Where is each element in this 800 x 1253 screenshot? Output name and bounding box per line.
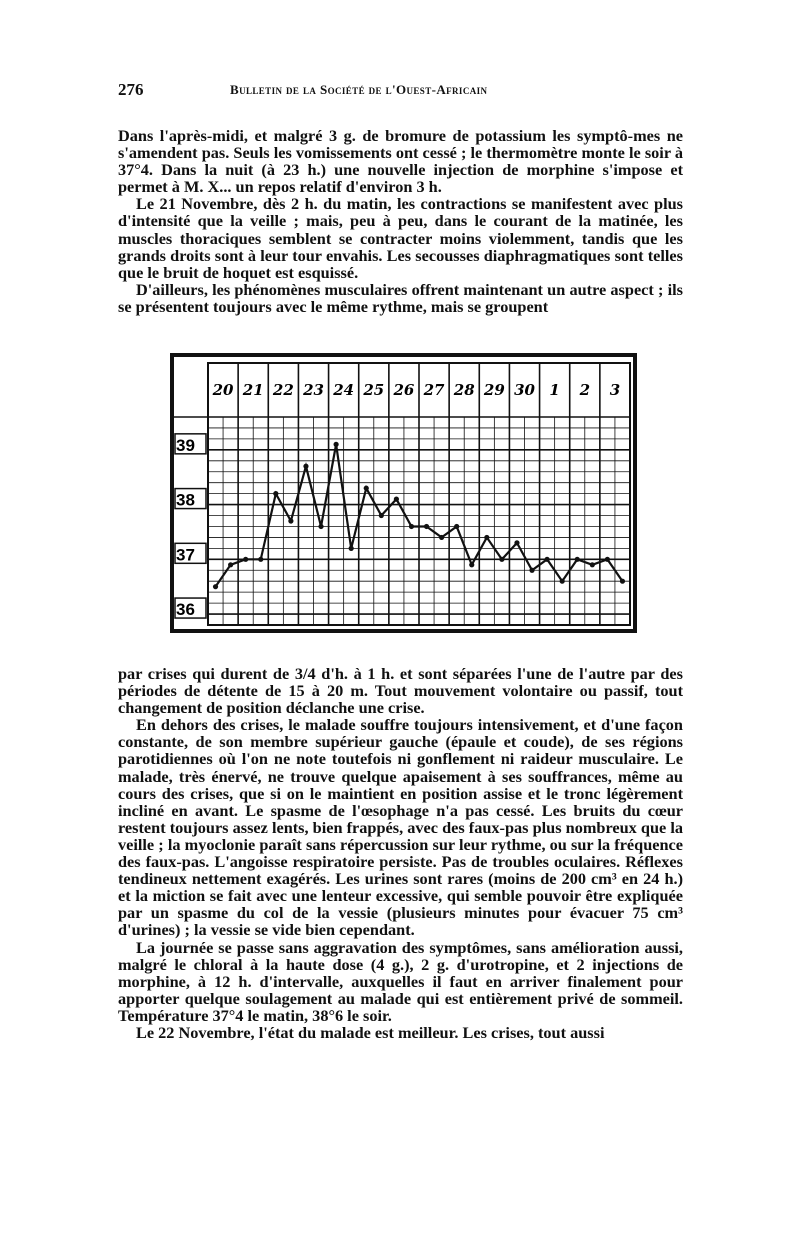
x-tick-label: 20 [212, 381, 234, 399]
y-tick-label: 37 [176, 545, 195, 565]
temperature-point [605, 557, 610, 562]
temperature-point [213, 584, 218, 589]
temperature-point [484, 535, 489, 540]
temperature-point [303, 464, 308, 469]
temperature-chart-svg [170, 353, 637, 633]
temperature-point [575, 557, 580, 562]
temperature-point [364, 486, 369, 491]
temperature-point [545, 557, 550, 562]
temperature-point [409, 524, 414, 529]
running-title: Bulletin de la Société de l'Ouest-Africain [230, 82, 488, 97]
body-text-before-chart [118, 127, 683, 315]
x-tick-label: 26 [393, 381, 415, 399]
temperature-point [590, 562, 595, 567]
temperature-point [499, 557, 504, 562]
temperature-point [469, 562, 474, 567]
x-tick-label: 23 [303, 381, 324, 399]
temperature-point [379, 513, 384, 518]
page-number: 276 [118, 80, 144, 99]
body-text-after-chart [118, 665, 683, 1041]
x-tick-label: 2 [579, 381, 591, 399]
x-tick-label: 29 [483, 381, 505, 399]
temperature-point [394, 497, 399, 502]
paragraph: D'ailleurs, les phénomènes musculaires offrent maintenant un autre aspect ; ils se présentent toujours avec le même rythme, mais se groupent [118, 279, 683, 316]
paragraph: Dans l'après-midi, et malgré 3 g. de bromure de potassium les symptô-mes ne s'amendent pas. Seuls les vomissements ont cessé ; le thermomètre monte le soir à 37°4. Dans la nuit (à 23 h.) une nouvelle injection de morphine s'impose et permet à M. X... un repos relatif d'environ 3 h. [118, 126, 683, 197]
temperature-point [439, 535, 444, 540]
temperature-point [273, 491, 278, 496]
paragraph: La journée se passe sans aggravation des symptômes, sans amélioration aussi, malgré le chloral à la haute dose (4 g.), 2 g. d'urotropine, et 2 injections de morphine, à 12 h. d'intervalle, auxquelles il faut en arriver finalement pour apporter quelque soulagement au malade qui est entièrement privé de sommeil. Température 37°4 le matin, 38°6 le soir. [118, 937, 683, 1025]
x-tick-label: 21 [242, 381, 264, 399]
x-tick-label: 1 [549, 381, 560, 399]
x-tick-label: 22 [272, 381, 294, 399]
paragraph: En dehors des crises, le malade souffre toujours intensivement, et d'une façon constante, de son membre supérieur gauche (épaule et coude), de ses régions parotidiennes où l'on ne note toutefois ni gonflement ni raideur musculaire. Le malade, très énervé, ne trouve quelque apaisement à ses souffrances, même au cours des crises, que si on le maintient en position assise et le tronc légèrement incliné en avant. Le spasme de l'œsophage n'a pas cessé. Les bruits du cœur restent toujours assez lents, bien frappés, avec des faux-pas plus nombreux que la veille ; la myoclonie paraît sans répercussion sur leur rythme, ou sur la fréquence des faux-pas. L'angoisse respiratoire persiste. Pas de troubles oculaires. Réflexes tendineux nettement exagérés. Les urines sont rares (moins de 200 cm³ en 24 h.) et la miction se fait avec une lenteur excessive, qui semble pouvoir être expliquée par un spasme du col de la vessie (plusieurs minutes pour évacuer 75 cm³ d'urines) ; la vessie se vide bien cependant. [118, 715, 683, 940]
temperature-point [454, 524, 459, 529]
paragraph: par crises qui durent de 3/4 d'h. à 1 h. et sont séparées l'une de l'autre par des périodes de détente de 15 à 20 m. Tout mouvement volontaire ou passif, tout changement de position déclanche une crise. [118, 664, 683, 718]
temperature-point [529, 568, 534, 573]
temperature-point [228, 562, 233, 567]
y-tick-label: 36 [176, 600, 195, 620]
temperature-point [424, 524, 429, 529]
temperature-point [288, 518, 293, 523]
y-tick-label: 39 [176, 435, 195, 455]
temperature-point [620, 579, 625, 584]
y-tick-label: 38 [176, 490, 195, 510]
temperature-point [243, 557, 248, 562]
temperature-point [560, 579, 565, 584]
temperature-point [318, 524, 323, 529]
temperature-point [349, 546, 354, 551]
page-header [118, 80, 683, 104]
paragraph: Le 22 Novembre, l'état du malade est meilleur. Les crises, tout aussi [136, 1022, 605, 1042]
x-tick-label: 28 [453, 381, 475, 399]
temperature-point [334, 442, 339, 447]
temperature-chart [170, 353, 637, 633]
temperature-point [258, 557, 263, 562]
x-tick-label: 30 [514, 381, 535, 399]
x-tick-label: 25 [363, 381, 385, 399]
temperature-point [514, 540, 519, 545]
x-tick-label: 27 [423, 381, 445, 399]
paragraph: Le 21 Novembre, dès 2 h. du matin, les contractions se manifestent avec plus d'intensité que la veille ; mais, peu à peu, dans le courant de la matinée, les muscles thoraciques semblent se contracter moins violemment, tandis que les grands droits sont à leur tour envahis. Les secousses diaphragmatiques sont telles que le bruit de hoquet est esquissé. [118, 194, 683, 282]
x-tick-label: 3 [609, 381, 621, 399]
x-tick-label: 24 [333, 381, 355, 399]
